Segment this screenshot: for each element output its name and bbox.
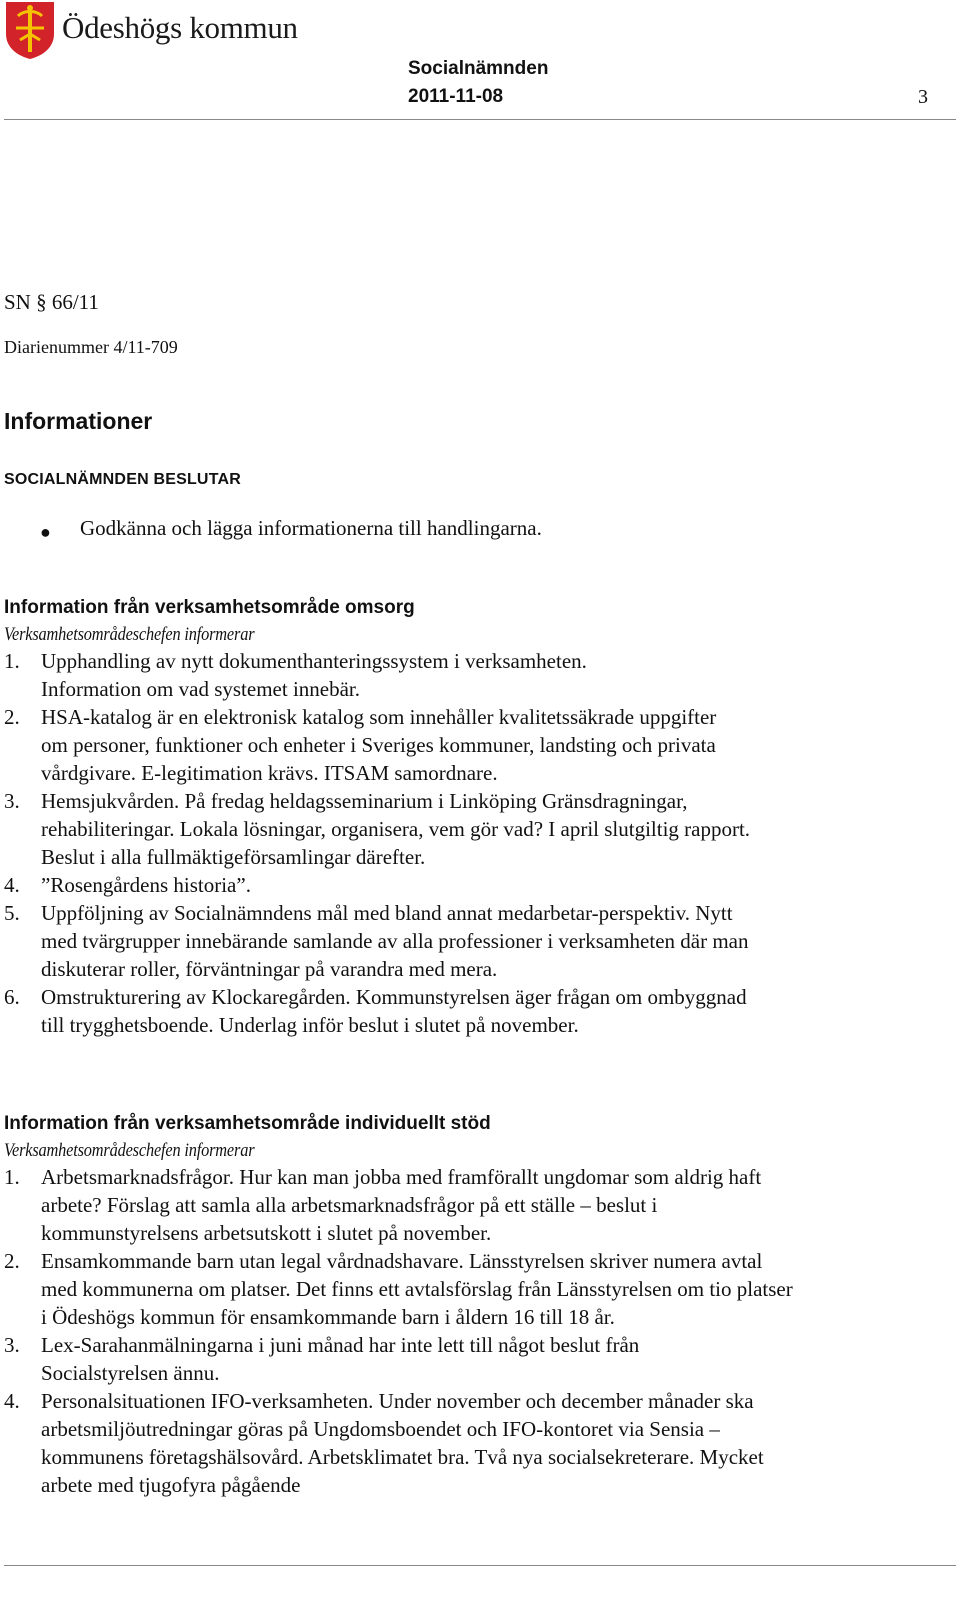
list-item	[4, 1247, 801, 1331]
list-item	[4, 1387, 776, 1499]
item-number: 1.	[4, 649, 20, 673]
section-heading-individuellt-stod: Information från verksamhetsområde individuellt stöd	[4, 1113, 491, 1134]
diary-number: Diarienummer 4/11-709	[4, 337, 178, 357]
decision-text: Godkänna och lägga informationerna till handlingarna.	[80, 516, 542, 540]
item-number: 6.	[4, 985, 20, 1009]
list-item	[4, 983, 761, 1039]
item-text: Arbetsmarknadsfrågor. Hur kan man jobba med framförallt ungdomar som aldrig haft arbete? Förslag att samla alla arbetsmarknadsfrågor på ett ställe – beslut i kommunstyrelsens arbetsutskott i slutet på november.	[41, 1165, 762, 1245]
item-number: 4.	[4, 1389, 20, 1413]
item-text: Personalsituationen IFO-verksamheten. Under november och december månader ska arbetsmiljöutredningar göras på Ungdomsboendet och IFO-kontoret via Sensia – kommunens företagshälsovård. Arbetsklimatet bra. Två nya socialsekreterare. Mycket arbete med tjugofyra pågående	[41, 1389, 764, 1497]
item-text: Uppföljning av Socialnämndens mål med bland annat medarbetar-perspektiv. Nytt med tvärgrupper innebärande samlande av alla professioner i verksamheten där man diskuterar roller, förväntningar på varandra med mera.	[41, 901, 749, 981]
item-text: Omstrukturering av Klockaregården. Kommunstyrelsen äger frågan om ombyggnad till trygghetsboende. Underlag inför beslut i slutet på november.	[41, 985, 747, 1037]
coat-of-arms-icon	[4, 0, 56, 60]
list-item	[4, 899, 761, 983]
meeting-date: 2011-11-08	[408, 86, 504, 107]
item-text: Hemsjukvården. På fredag heldagsseminarium i Linköping Gränsdragningar, rehabiliteringar. Lokala lösningar, organisera, vem gör vad? I april slutgiltig rapport. Beslut i alla fullmäktigeförsamlingar därefter.	[41, 789, 751, 869]
item-text: Lex-Sarahanmälningarna i juni månad har inte lett till något beslut från Socialstyrelsen ännu.	[41, 1333, 640, 1385]
page-title: Informationer	[4, 408, 153, 434]
item-text: Ensamkommande barn utan legal vårdnadshavare. Länsstyrelsen skriver numera avtal med kommunerna om platser. Det finns ett avtalsförslag från Länsstyrelsen om tio platser i Ödeshögs kommun för ensamkommande barn i åldern 16 till 18 år.	[41, 1249, 793, 1329]
item-number: 3.	[4, 789, 20, 813]
footer-divider	[4, 1565, 956, 1566]
section-heading-omsorg: Information från verksamhetsområde omsorg	[4, 597, 415, 618]
list-item	[4, 703, 731, 787]
info-list-individuellt-stod	[4, 1163, 793, 1499]
page-number: 3	[918, 86, 928, 108]
org-name: Ödeshögs kommun	[62, 10, 298, 45]
list-item	[4, 787, 791, 871]
section-subheading-individuellt-stod: Verksamhetsområdeschefen informerar	[4, 1140, 255, 1161]
header-divider	[4, 119, 956, 120]
bullet-icon: ●	[40, 522, 51, 542]
department-name: Socialnämnden	[408, 58, 549, 79]
org-logo	[4, 0, 304, 62]
item-text: HSA-katalog är en elektronisk katalog som innehåller kvalitetssäkrade uppgifter om personer, funktioner och enheter i Sveriges kommuner, landsting och privata vårdgivare. E-legitimation krävs. ITSAM samordnare.	[41, 705, 717, 785]
item-number: 2.	[4, 705, 20, 729]
item-number: 4.	[4, 873, 20, 897]
list-item	[4, 1331, 761, 1387]
item-number: 3.	[4, 1333, 20, 1357]
list-item	[4, 647, 681, 703]
list-item	[4, 871, 791, 899]
case-number: SN § 66/11	[4, 290, 99, 314]
info-list-omsorg	[4, 647, 764, 1039]
item-text: Upphandling av nytt dokumenthanteringssystem i verksamheten. Information om vad systemet innebär.	[41, 649, 587, 701]
item-text: ”Rosengårdens historia”.	[41, 873, 251, 897]
item-number: 5.	[4, 901, 20, 925]
item-number: 2.	[4, 1249, 20, 1273]
item-number: 1.	[4, 1165, 20, 1189]
list-item	[4, 1163, 801, 1247]
decision-heading: SOCIALNÄMNDEN BESLUTAR	[4, 471, 241, 488]
section-subheading-omsorg: Verksamhetsområdeschefen informerar	[4, 624, 255, 645]
